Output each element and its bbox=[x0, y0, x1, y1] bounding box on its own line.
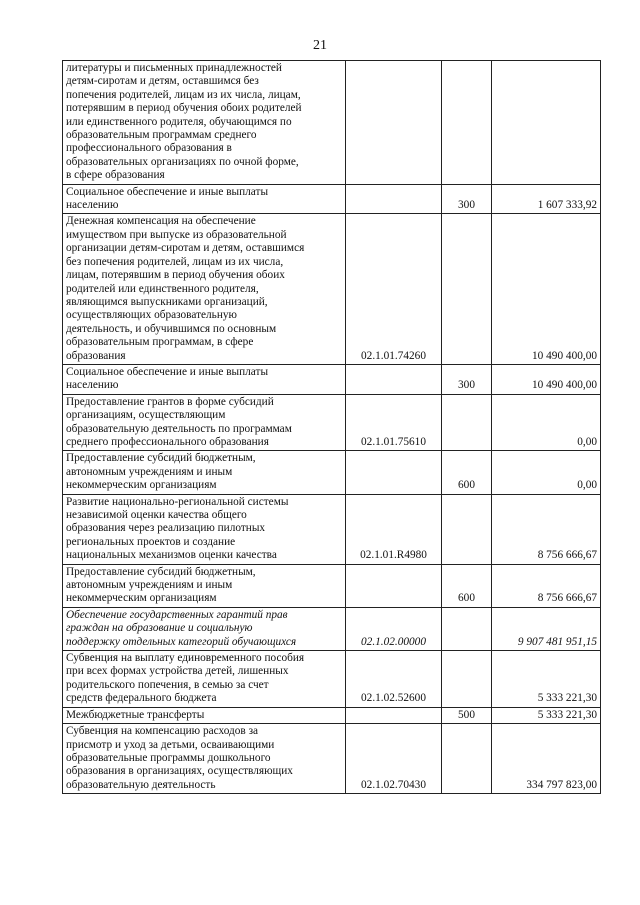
row-name-cell bbox=[63, 724, 346, 794]
row-name-text: Межбюджетные трансферты bbox=[66, 708, 205, 721]
table-row bbox=[63, 184, 601, 214]
row-expense-type-cell bbox=[442, 724, 492, 794]
row-code-cell bbox=[346, 651, 442, 708]
row-code-cell bbox=[346, 564, 442, 607]
row-amount-cell bbox=[492, 494, 601, 564]
row-expense-type-cell bbox=[442, 494, 492, 564]
row-amount-cell bbox=[492, 184, 601, 214]
row-expense-type-text: 300 bbox=[458, 379, 475, 392]
row-amount-cell bbox=[492, 724, 601, 794]
budget-table bbox=[62, 60, 601, 794]
row-name-cell bbox=[63, 394, 346, 451]
row-code-cell bbox=[346, 61, 442, 185]
row-name-cell bbox=[63, 451, 346, 494]
table-row bbox=[63, 494, 601, 564]
row-code-text: 02.1.01.75610 bbox=[361, 435, 426, 448]
row-amount-text: 9 907 481 951,15 bbox=[517, 635, 597, 648]
row-amount-text: 8 756 666,67 bbox=[537, 592, 597, 605]
row-expense-type-cell bbox=[442, 394, 492, 451]
row-amount-text: 8 756 666,67 bbox=[537, 549, 597, 562]
row-amount-cell bbox=[492, 394, 601, 451]
row-name-text: Развитие национально-региональной системы независимой оценки качества общего образования через реализацию пилотных региональных проектов и создание национальных механизмов оценки качества bbox=[66, 495, 289, 562]
row-code-cell bbox=[346, 724, 442, 794]
row-amount-cell bbox=[492, 451, 601, 494]
row-amount-cell bbox=[492, 364, 601, 394]
row-expense-type-text: 600 bbox=[458, 592, 475, 605]
row-code-cell bbox=[346, 707, 442, 723]
row-expense-type-cell bbox=[442, 61, 492, 185]
row-code-cell bbox=[346, 494, 442, 564]
row-amount-cell bbox=[492, 707, 601, 723]
row-expense-type-cell bbox=[442, 564, 492, 607]
table-row bbox=[63, 394, 601, 451]
row-name-cell bbox=[63, 364, 346, 394]
table-row bbox=[63, 451, 601, 494]
row-code-text: 02.1.01.R4980 bbox=[360, 549, 427, 562]
row-amount-text: 10 490 400,00 bbox=[532, 349, 597, 362]
row-name-text: Субвенция на компенсацию расходов за присмотр и уход за детьми, осваивающими образовательные программы дошкольного образования в организациях, осуществляющих образовательную деятельность bbox=[66, 725, 293, 791]
row-amount-text: 334 797 823,00 bbox=[526, 778, 597, 791]
row-code-text: 02.1.01.74260 bbox=[361, 349, 426, 362]
row-amount-text: 5 333 221,30 bbox=[537, 692, 597, 705]
table-row bbox=[63, 61, 601, 185]
row-name-cell bbox=[63, 651, 346, 708]
table-row bbox=[63, 724, 601, 794]
row-amount-text: 0,00 bbox=[577, 435, 597, 448]
row-name-text: Предоставление грантов в форме субсидий организациям, осуществляющим образовательную деятельность по программам среднего профессионального образования bbox=[66, 395, 292, 448]
row-name-text: Предоставление субсидий бюджетным, автономным учреждениям и иным некоммерческим организациям bbox=[66, 565, 256, 605]
row-name-cell bbox=[63, 494, 346, 564]
table-row bbox=[63, 564, 601, 607]
table-row bbox=[63, 651, 601, 708]
page-number: 21 bbox=[313, 38, 327, 53]
row-amount-text: 10 490 400,00 bbox=[532, 379, 597, 392]
row-amount-text: 5 333 221,30 bbox=[537, 708, 597, 721]
row-name-text: Предоставление субсидий бюджетным, автономным учреждениям и иным некоммерческим организациям bbox=[66, 452, 256, 492]
row-code-cell bbox=[346, 184, 442, 214]
row-code-cell bbox=[346, 451, 442, 494]
row-expense-type-cell bbox=[442, 651, 492, 708]
row-amount-cell bbox=[492, 214, 601, 364]
table-body bbox=[63, 61, 601, 794]
row-expense-type-cell bbox=[442, 184, 492, 214]
row-name-text: Субвенция на выплату единовременного пособия при всех формах устройства детей, лишенных родительского попечения, в семью за счет средств федерального бюджета bbox=[66, 652, 305, 705]
row-expense-type-cell bbox=[442, 214, 492, 364]
row-amount-text: 0,00 bbox=[577, 479, 597, 492]
table-row bbox=[63, 214, 601, 364]
row-name-text: литературы и письменных принадлежностей детям-сиротам и детям, оставшимся без попечения родителей, лицам из их числа, лицам, потерявшим в период обучения обоих родителей или единственного родителя, обучающимся по образовательным программам среднего профессионального образования в образовательных организациях по очной форме, в сфере образования bbox=[66, 62, 302, 182]
row-code-cell bbox=[346, 364, 442, 394]
row-code-text: 02.1.02.70430 bbox=[361, 778, 426, 791]
row-name-cell bbox=[63, 214, 346, 364]
row-code-text: 02.1.02.52600 bbox=[361, 692, 426, 705]
row-expense-type-text: 500 bbox=[458, 708, 475, 721]
row-code-cell bbox=[346, 394, 442, 451]
row-amount-cell bbox=[492, 607, 601, 650]
table-row bbox=[63, 607, 601, 650]
row-expense-type-text: 300 bbox=[458, 199, 475, 212]
row-expense-type-cell bbox=[442, 607, 492, 650]
row-expense-type-cell bbox=[442, 707, 492, 723]
table-row bbox=[63, 707, 601, 723]
row-expense-type-cell bbox=[442, 451, 492, 494]
table-row bbox=[63, 364, 601, 394]
row-name-cell bbox=[63, 184, 346, 214]
row-amount-cell bbox=[492, 564, 601, 607]
row-amount-text: 1 607 333,92 bbox=[537, 199, 597, 212]
row-code-cell bbox=[346, 214, 442, 364]
row-name-text: Денежная компенсация на обеспечение имуществом при выпуске из образовательной организации детям-сиротам и детям, оставшимся без попечения родителей, лицам из их числа, лицам, потерявшим в период обучения обоих родителей или единственного родителя, являющимся выпускниками организаций, осуществляющих образовательную деятельность, и обучившимся по основным образовательным программам, в сфере образования bbox=[66, 215, 305, 362]
row-code-cell bbox=[346, 607, 442, 650]
row-name-text: Социальное обеспечение и иные выплаты населению bbox=[66, 185, 269, 212]
row-name-text: Социальное обеспечение и иные выплаты населению bbox=[66, 365, 269, 392]
row-name-cell bbox=[63, 564, 346, 607]
row-expense-type-text: 600 bbox=[458, 479, 475, 492]
row-name-cell bbox=[63, 61, 346, 185]
row-name-text: Обеспечение государственных гарантий прав граждан на образование и социальную поддержку отдельных категорий обучающихся bbox=[66, 608, 297, 648]
row-name-cell bbox=[63, 707, 346, 723]
row-expense-type-cell bbox=[442, 364, 492, 394]
row-name-cell bbox=[63, 607, 346, 650]
row-code-text: 02.1.02.00000 bbox=[361, 635, 426, 648]
row-amount-cell bbox=[492, 651, 601, 708]
row-amount-cell bbox=[492, 61, 601, 185]
